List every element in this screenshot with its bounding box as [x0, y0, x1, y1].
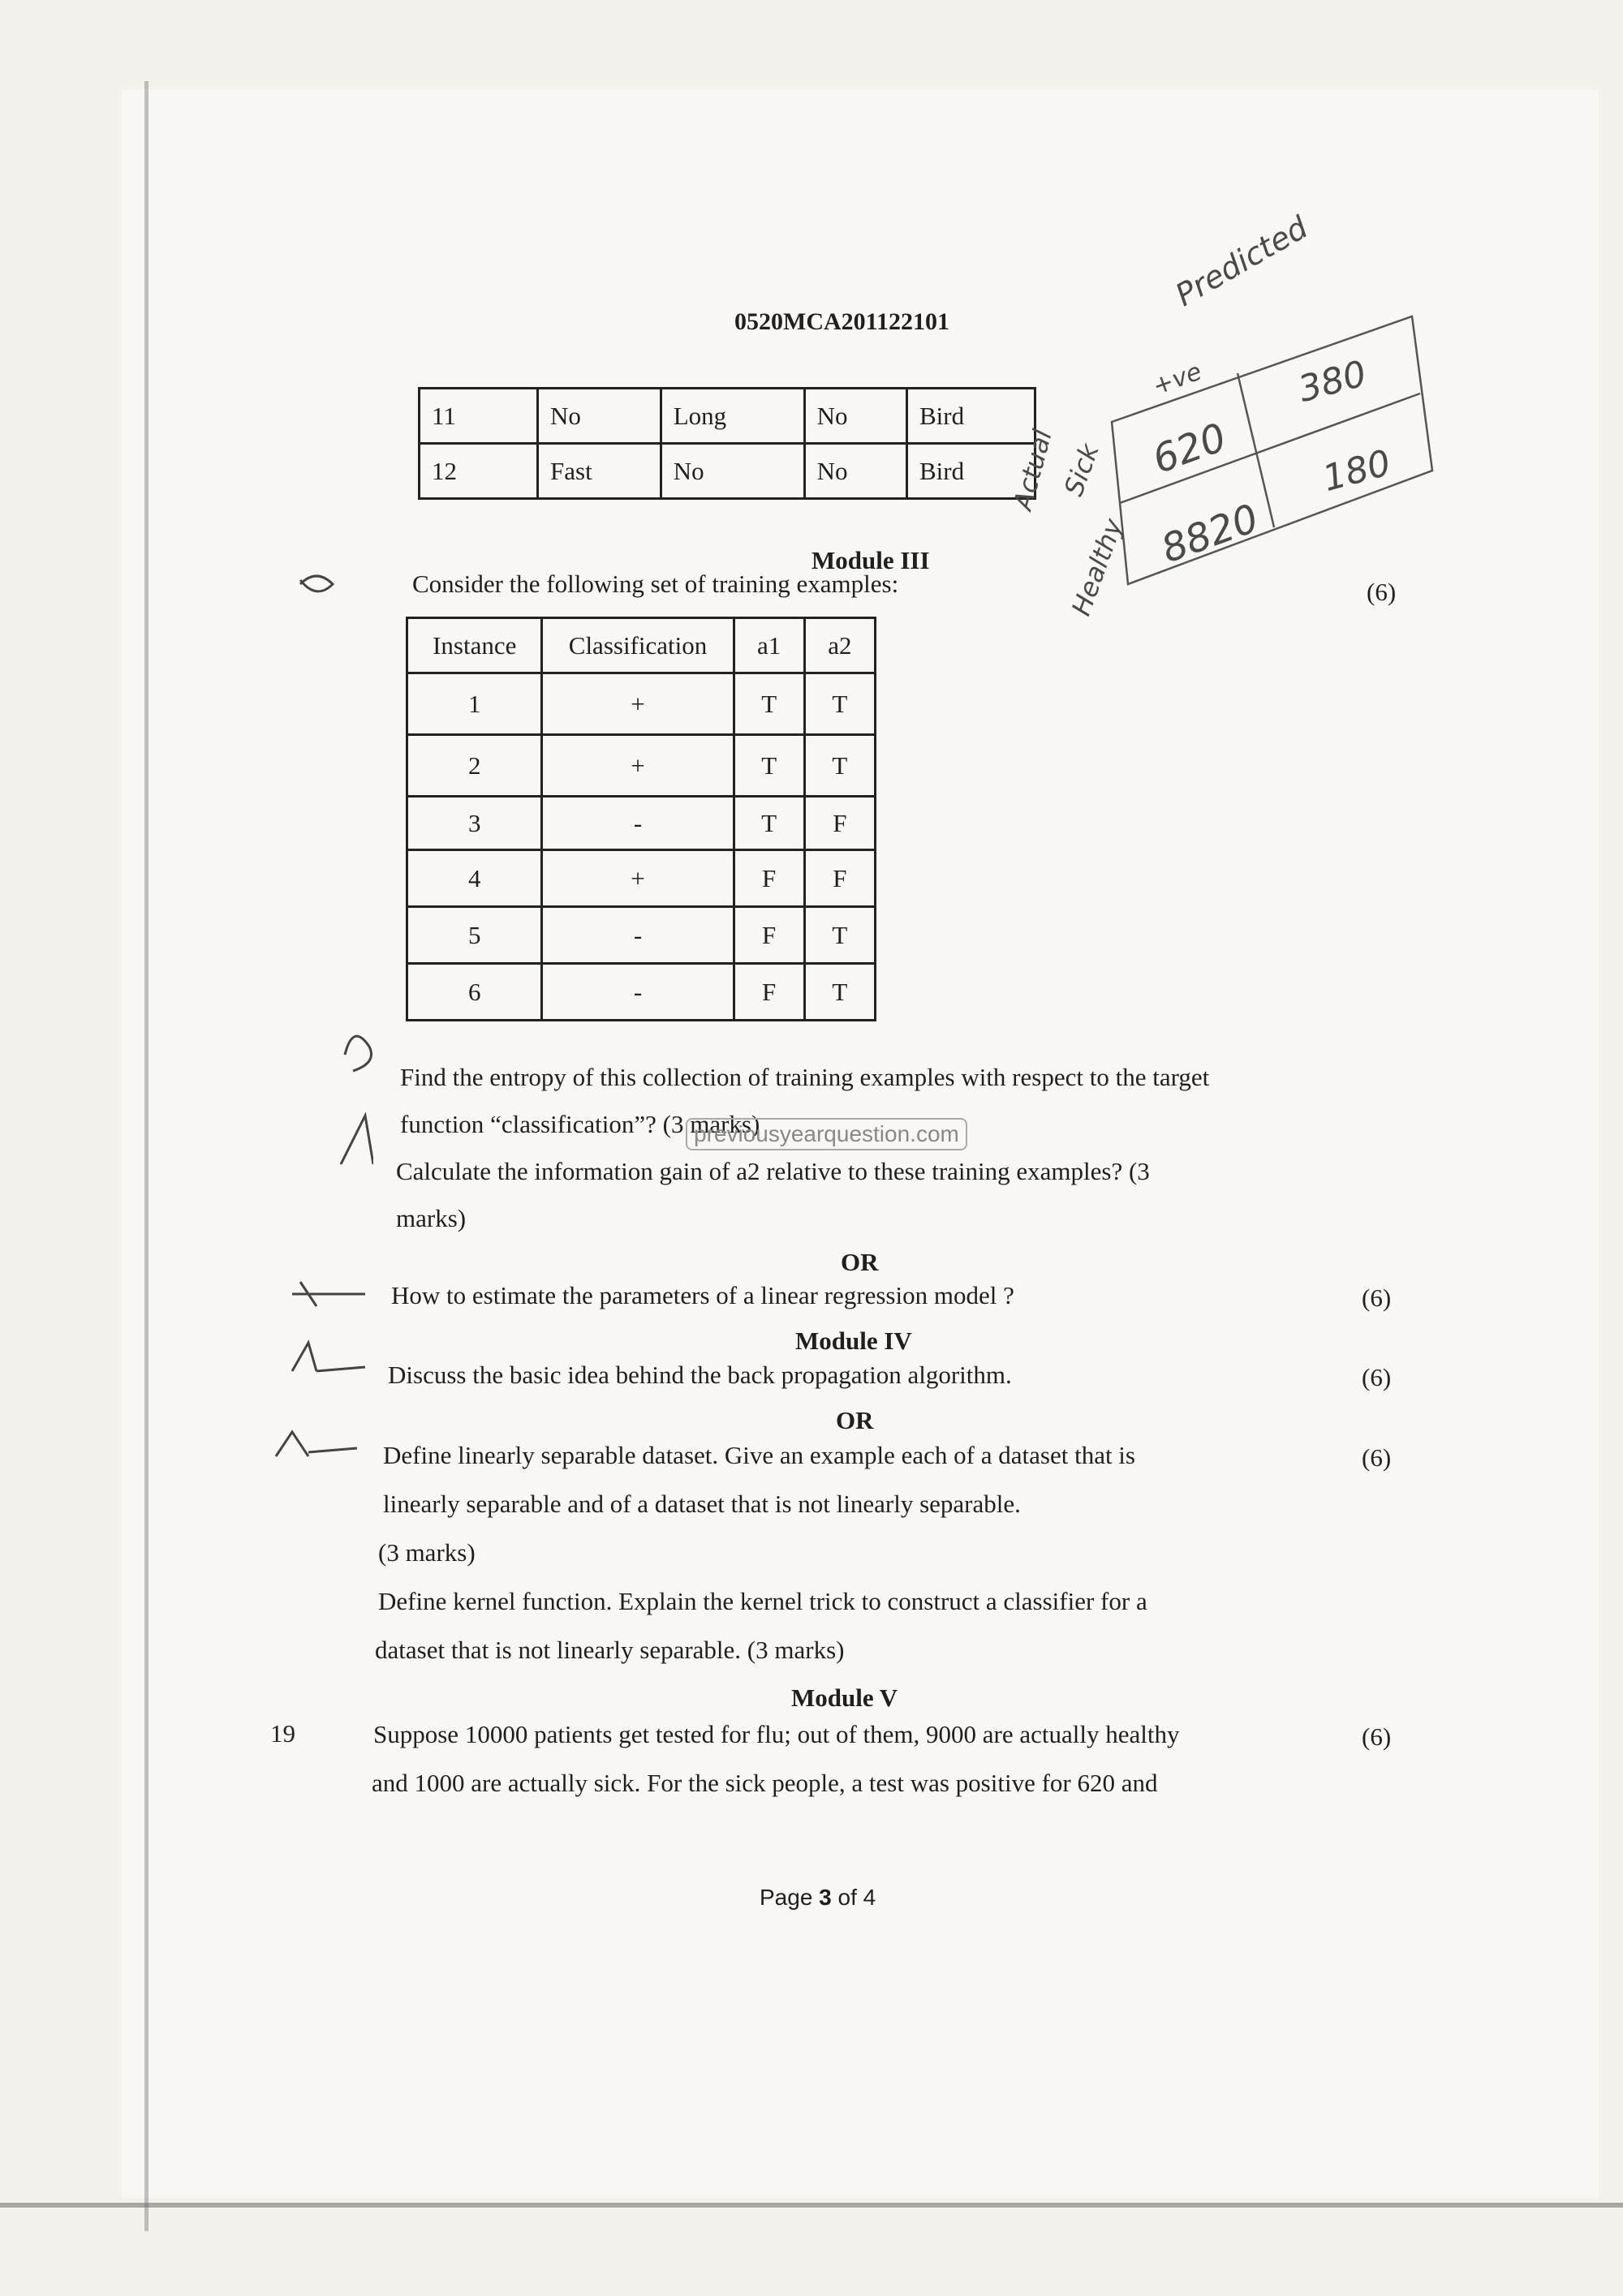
column-header: a2 [804, 618, 875, 673]
table-cell: + [542, 850, 734, 907]
tick-mark [292, 1282, 365, 1306]
q19-line2: and 1000 are actually sick. For the sick people, a test was positive for 620 and [372, 1769, 1158, 1797]
column-header: Classification [542, 618, 734, 673]
animal-table [418, 387, 1036, 500]
q19-number: 19 [270, 1719, 295, 1748]
q18b-line2: dataset that is not linearly separable. (3 marks) [375, 1636, 845, 1664]
q17: How to estimate the parameters of a linear regression model ? [391, 1281, 1014, 1309]
table-cell: No [804, 444, 906, 499]
q17b: Discuss the basic idea behind the back propagation algorithm. [388, 1361, 1012, 1389]
page-number [760, 1885, 876, 1911]
q16a-line2: function “classification”? (3 marks) [400, 1110, 760, 1138]
table-cell: 2 [407, 735, 542, 797]
module-5-heading: Module V [791, 1683, 898, 1712]
hand-healthy: Healthy [1065, 514, 1130, 620]
page-suffix: of 4 [831, 1885, 876, 1910]
table-row [407, 850, 876, 907]
table-cell: Fast [538, 444, 661, 499]
table-cell: Bird [906, 389, 1035, 444]
table-row [407, 907, 876, 964]
table-cell: 5 [407, 907, 542, 964]
q17-marks: (6) [1362, 1283, 1392, 1312]
table-cell: No [661, 444, 804, 499]
tick-mark [345, 1036, 372, 1071]
table-cell: T [734, 797, 804, 850]
table-cell: - [542, 797, 734, 850]
q19-line1: Suppose 10000 patients get tested for flu; out of them, 9000 are actually healthy [373, 1720, 1180, 1748]
table-cell: 4 [407, 850, 542, 907]
table-cell: 12 [420, 444, 538, 499]
table-cell: Bird [906, 444, 1035, 499]
or-divider-2: OR [836, 1406, 874, 1434]
q18b-line1: Define kernel function. Explain the kernel trick to construct a classifier for a [378, 1587, 1147, 1615]
hand-620: 620 [1147, 415, 1233, 483]
hand-actual: Actual [1007, 426, 1058, 514]
q18a-line1: Define linearly separable dataset. Give an example each of a dataset that is [383, 1441, 1135, 1469]
hand-180: 180 [1318, 442, 1396, 500]
table-cell: F [734, 907, 804, 964]
table-cell: T [734, 673, 804, 735]
q16b-line1: Calculate the information gain of a2 relative to these training examples? (3 [396, 1157, 1150, 1185]
page-prefix: Page [760, 1885, 820, 1910]
table-cell: T [804, 907, 875, 964]
table-cell: 3 [407, 797, 542, 850]
column-header: Instance [407, 618, 542, 673]
margin-ticks [268, 560, 373, 1493]
table-cell: No [538, 389, 661, 444]
hand-380: 380 [1294, 353, 1371, 411]
table-row [407, 673, 876, 735]
q18-marks: (6) [1362, 1443, 1392, 1472]
table-cell: - [542, 964, 734, 1021]
table-row [407, 797, 876, 850]
module-3-heading: Module III [812, 546, 930, 574]
table-row [407, 964, 876, 1021]
table-cell: Long [661, 389, 804, 444]
tick-mark [276, 1432, 357, 1456]
table-cell: No [804, 389, 906, 444]
table-cell: T [804, 964, 875, 1021]
module-4-heading: Module IV [795, 1326, 912, 1355]
hand-sick: Sick [1057, 439, 1105, 501]
bottom-edge [0, 2203, 1623, 2208]
q16a-line1: Find the entropy of this collection of training examples with respect to the target [400, 1063, 1210, 1091]
watermark: previousyearquestion.com [686, 1118, 967, 1150]
table-row [420, 389, 1035, 444]
q17b-marks: (6) [1362, 1363, 1392, 1391]
q18a-line3: (3 marks) [378, 1538, 476, 1567]
table-cell: T [804, 735, 875, 797]
q18a-line2: linearly separable and of a dataset that is not linearly separable. [383, 1490, 1021, 1518]
table-cell: 6 [407, 964, 542, 1021]
page-current: 3 [819, 1885, 832, 1910]
table-cell: F [734, 964, 804, 1021]
header-code: 0520MCA201122101 [734, 308, 949, 335]
q16b-line2: marks) [396, 1204, 467, 1232]
table-cell: F [804, 850, 875, 907]
tick-mark [292, 1343, 365, 1371]
or-divider-1: OR [841, 1248, 879, 1276]
table-cell: + [542, 673, 734, 735]
table-row [420, 444, 1035, 499]
table-cell: - [542, 907, 734, 964]
q16-intro: Consider the following set of training examples: [412, 570, 899, 598]
tick-mark [341, 1116, 373, 1164]
table-cell: T [734, 735, 804, 797]
table-cell: 11 [420, 389, 538, 444]
q19-marks: (6) [1362, 1722, 1392, 1751]
binding-edge [144, 81, 149, 2231]
hand-predicted: Predicted [1169, 209, 1314, 314]
table-row [407, 735, 876, 797]
table-header-row [407, 618, 876, 673]
table-cell: F [804, 797, 875, 850]
table-cell: F [734, 850, 804, 907]
table-cell: 1 [407, 673, 542, 735]
hand-8820: 8820 [1156, 495, 1265, 573]
q16-marks: (6) [1367, 578, 1397, 606]
table-cell: + [542, 735, 734, 797]
hand-plus-ve: +ve [1148, 357, 1206, 402]
table-cell: T [804, 673, 875, 735]
tick-mark [300, 576, 333, 591]
column-header: a1 [734, 618, 804, 673]
training-table [406, 617, 876, 1021]
